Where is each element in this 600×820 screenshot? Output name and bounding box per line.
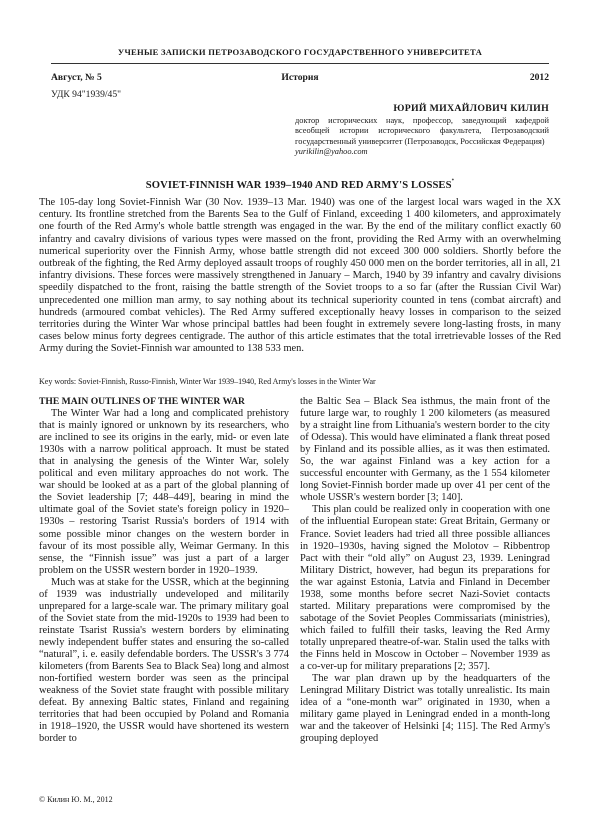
body-paragraph: This plan could be realized only in cooperation with one of the influential European state: Great Britain, Germany or France. Soviet leaders had tried all three possible alliances in 1920–1930s, having signed the Molotov – Ribbentrop Pact with their “old ally” on August 23, 1939. Leningrad Military District, however, had begun its preparations for the war against Estonia, Latvia and Finland in December 1938, some months before secret Nazi-Soviet contacts started. Military preparations were compromised by the sabotage of the Soviet Peoples Commissariats (ministries), which failed to fulfill their tasks, leaving the Red Army totally unprepared theatre-of-war. Stalin used the talks with the Finns held in Moscow in October – November 1939 as a co-ver-up for military preparations [2; 357]. xyxy=(300,504,550,673)
issue-year: 2012 xyxy=(529,72,549,83)
author-email[interactable]: yurikilin@yahoo.com xyxy=(295,147,368,157)
abstract: The 105-day long Soviet-Finnish War (30 Nov. 1939–13 Mar. 1940) was one of the largest local wars waged in the XX century. Its frontline stretched from the Barents Sea to the Gulf of Finland, exceeding 1 400 kilometers, and approximately one fourth of the Red Army's whole battle strength was engaged in the war. By the end of the military conflict exactly 60 infantry and cavalry divisions of various types were massed on the front, providing the Red Army with an overwhelming numerical superiority over the Finnish Army, whose battle strength did not exceed 300 000 soldiers. Shortly before the outbreak of the fighting, the Red Army deployed assault troops of roughly 450 000 men on the border territories, all in all, 21 infantry divisions. These forces were massively strengthened in January – March, 1940 by 39 infantry and cavalry divisions speedily dispatched to the front, raising the battle strength of the Soviet troops to a so far (after the Russian Civil War) unprecedented one million man army, to say nothing about its technical superiority counted in tens (combat aircraft) and hundreds (armoured combat vehicles). The Red Army suffered exceptionally heavy losses in comparison to the seized territories during the Winter War whose principal battles had been fought in extremely severe long-lasting frosts, in many cases below minus forty degrees centigrade. The author of this article estimates that the total irretrievable losses of the Red Army during the Soviet-Finnish war amounted to 138 533 men. xyxy=(39,197,561,355)
body-column-left xyxy=(39,396,289,745)
section-name: История xyxy=(281,72,319,83)
issue-number: Август, № 5 xyxy=(51,72,102,83)
journal-running-head: УЧЕНЫЕ ЗАПИСКИ ПЕТРОЗАВОДСКОГО ГОСУДАРСТВЕННОГО УНИВЕРСИТЕТА xyxy=(117,47,483,57)
body-paragraph: the Baltic Sea – Black Sea isthmus, the main front of the future large war, to roughly 1 200 kilometers (as measured by a straight line from Lithuania's western border to the city of Odessa). This would have eliminated a flank threat posed by Finland and its possible allies, as it was then estimated. So, the war against Finland was a key action for a successful encounter with Germany, as the 1 554 kilometer long Soviet-Finnish border made up over 41 per cent of the whole USSR's western border [3; 140]. xyxy=(300,396,550,504)
section-heading: THE MAIN OUTLINES OF THE WINTER WAR xyxy=(39,396,245,407)
udk-code: УДК 94"1939/45" xyxy=(51,89,122,100)
author-name: ЮРИЙ МИХАЙЛОВИЧ КИЛИН xyxy=(393,103,549,114)
author-affiliation: доктор исторических наук, профессор, заведующий кафедрой всеобщей истории исторического факультета, Петрозаводский государственный университет (Петрозаводск, Российская Федерация) xyxy=(295,115,549,146)
article-title-text: SOVIET-FINNISH WAR 1939–1940 AND RED ARMY'S LOSSES xyxy=(145,180,452,191)
author-block xyxy=(295,104,549,158)
keywords: Key words: Soviet-Finnish, Russo-Finnish, Winter War 1939–1940, Red Army's losses in the Winter War xyxy=(39,377,376,386)
title-footnote-mark[interactable]: * xyxy=(451,179,455,184)
body-paragraph: The war plan drawn up by the headquarters of the Leningrad Military District was totally unrealistic. Its main idea of a “one-month war” originated in 1930, when a military game played in Leningrad ended in a month-long war and the takeover of Helsinki [4; 115]. The Red Army's grouping deployed xyxy=(300,673,550,745)
article-title xyxy=(51,179,549,191)
copyright-notice: © Килин Ю. М., 2012 xyxy=(39,795,113,804)
body-paragraph: The Winter War had a long and complicated prehistory that is mainly ignored or unknown by its researchers, who are inclined to see its origins in the early, mid- or even late 1930s with a narrow political approach. It must be stated that in analysing the genesis of the Winter War, solely political and even military approaches do not work. The war should be looked at as a part of the global planning of the Soviet leadership [7; 448–449], bearing in mind the ultimate goal of the Soviet state's foreign policy in 1920–1930s – restoring Tsarist Russia's borders of 1914 with some possible minor changes on the western border in favour of its most possible ally, Weimar Germany. In this sense, the “Finnish issue” was just a part of a larger problem on the USSR western border in 1920–1939. xyxy=(39,408,289,576)
body-paragraph: Much was at stake for the USSR, which at the beginning of 1939 was industrially undeveloped and militarily unprepared for a large-scale war. The primary military goal of the Soviet state from the mid-1920s to 1939 had been to reinstate Tsarist Russia's western borders by eliminating newly independent buffer states and ensuring the so-called “natural”, i. e. easily defendable borders. The USSR's 3 774 kilometers (from Barents Sea to Black Sea) long and almost non-fortified western border was seen as the principal weakness of the Soviet state fraught with possible military defeat. By annexing Baltic states, Finland and regaining territories that had been occupied by Poland and Romania in 1918–1920, the USSR would have shortened its western border to xyxy=(39,576,289,745)
body-column-right xyxy=(300,396,550,745)
header-rule xyxy=(51,63,549,64)
